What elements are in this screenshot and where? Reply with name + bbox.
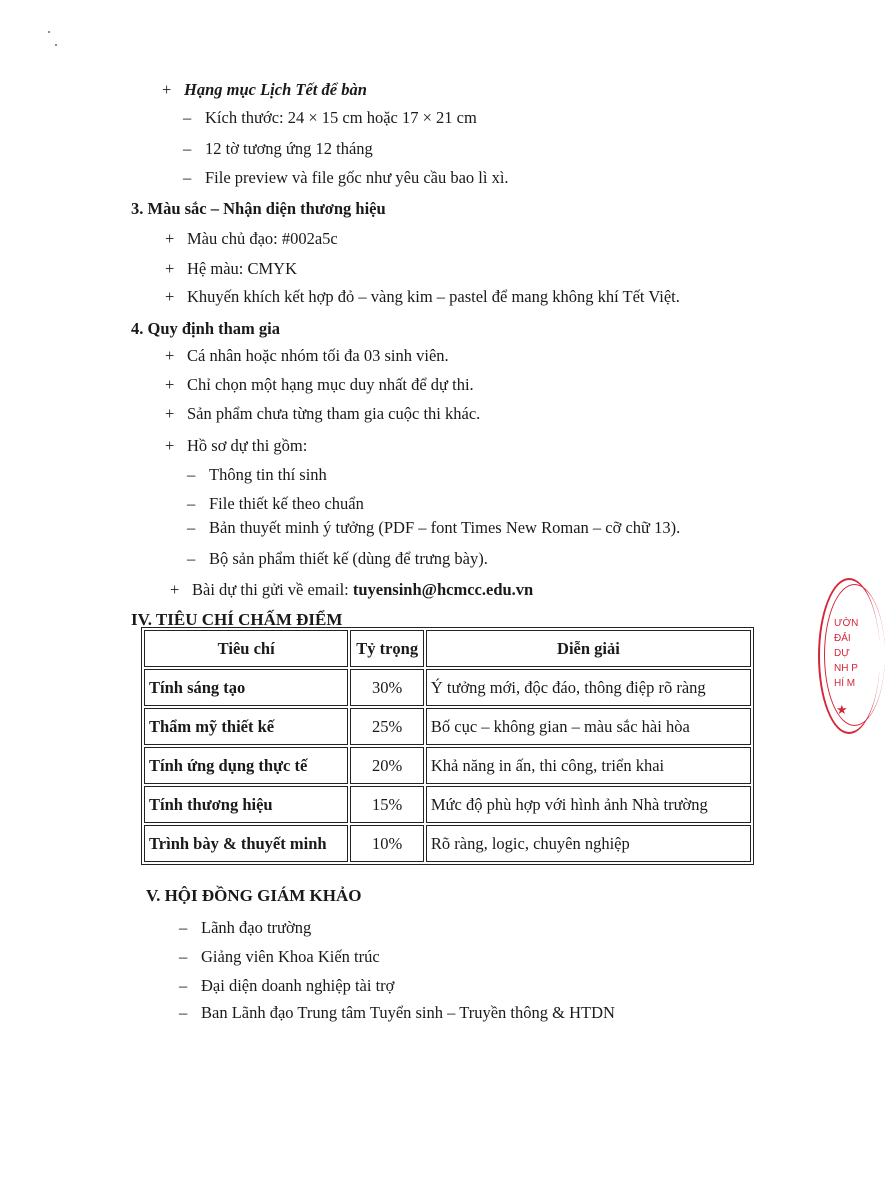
list-item-text: Chỉ chọn một hạng mục duy nhất để dự thi. — [187, 375, 474, 394]
list-item-text: Bài dự thi gửi về email: — [192, 580, 353, 599]
criterion-description: Bố cục – không gian – màu sắc hài hòa — [426, 708, 751, 745]
list-item — [165, 375, 474, 395]
list-item — [179, 918, 311, 938]
list-item — [187, 494, 364, 514]
list-item — [162, 80, 367, 100]
criterion-weight: 20% — [350, 747, 424, 784]
list-item-text: Bản thuyết minh ý tưởng (PDF – font Times New Roman – cỡ chữ 13). — [209, 518, 681, 537]
criterion-name: Tính ứng dụng thực tế — [144, 747, 348, 784]
table-row — [144, 825, 751, 862]
dash-marker: – — [179, 976, 188, 995]
table-row — [144, 786, 751, 823]
list-item — [165, 287, 680, 307]
criteria-table — [141, 627, 754, 865]
list-item-text: Thông tin thí sinh — [209, 465, 327, 484]
dash-marker: – — [179, 1003, 188, 1022]
criterion-name: Trình bày & thuyết minh — [144, 825, 348, 862]
list-item-text: Ban Lãnh đạo Trung tâm Tuyển sinh – Truyền thông & HTDN — [201, 1003, 615, 1022]
list-item-text: Khuyến khích kết hợp đỏ – vàng kim – pastel để mang không khí Tết Việt. — [187, 287, 680, 306]
dash-marker: – — [183, 168, 192, 187]
dash-marker: – — [187, 549, 196, 568]
list-item — [183, 139, 373, 159]
list-item-text: Kích thước: 24 × 15 cm hoặc 17 × 21 cm — [205, 108, 477, 127]
section-heading: V. HỘI ĐỒNG GIÁM KHẢO — [146, 886, 362, 905]
plus-marker: + — [165, 375, 175, 394]
plus-marker: + — [170, 580, 180, 599]
list-item — [183, 168, 509, 188]
list-item — [170, 580, 533, 600]
plus-marker: + — [165, 436, 175, 455]
table-header: Diễn giải — [426, 630, 751, 667]
plus-marker: + — [165, 229, 175, 248]
list-item-text: File preview và file gốc như yêu cầu bao lì xì. — [205, 168, 509, 187]
plus-marker: + — [165, 404, 175, 423]
table-header-row — [144, 630, 751, 667]
table-row — [144, 669, 751, 706]
scan-speck — [55, 44, 57, 46]
scan-speck — [48, 31, 50, 33]
table-row — [144, 747, 751, 784]
list-item-text: Lãnh đạo trường — [201, 918, 312, 937]
table-row — [144, 708, 751, 745]
criterion-description: Ý tưởng mới, độc đáo, thông điệp rõ ràng — [426, 669, 751, 706]
list-item-text: Hồ sơ dự thi gồm: — [187, 436, 308, 455]
dash-marker: – — [183, 108, 192, 127]
list-item — [183, 108, 477, 128]
list-item — [165, 346, 449, 366]
criterion-name: Tính sáng tạo — [144, 669, 348, 706]
email-address: tuyensinh@hcmcc.edu.vn — [352, 580, 534, 599]
seal-text: ƯỜN ĐẢI DỰ NH P HÍ M — [834, 618, 859, 689]
plus-marker: + — [165, 346, 175, 365]
dash-marker: – — [187, 518, 196, 537]
dash-marker: – — [183, 139, 192, 158]
list-item-text: Giảng viên Khoa Kiến trúc — [201, 947, 380, 966]
list-item-text: Cá nhân hoặc nhóm tối đa 03 sinh viên. — [187, 346, 449, 365]
plus-marker: + — [165, 287, 175, 306]
criterion-weight: 15% — [350, 786, 424, 823]
category-heading: Hạng mục Lịch Tết để bàn — [184, 80, 367, 99]
criterion-name: Thẩm mỹ thiết kế — [144, 708, 348, 745]
list-item — [179, 1003, 615, 1023]
list-item-text: 12 tờ tương ứng 12 tháng — [205, 139, 373, 158]
dash-marker: – — [179, 918, 188, 937]
plus-marker: + — [162, 80, 172, 99]
criterion-weight: 25% — [350, 708, 424, 745]
list-item — [187, 465, 327, 485]
list-item-text: Hệ màu: CMYK — [187, 259, 297, 278]
section-heading: IV. TIÊU CHÍ CHẤM ĐIỂM — [131, 610, 343, 629]
list-item — [165, 404, 480, 424]
table-header: Tiêu chí — [144, 630, 348, 667]
list-item — [187, 549, 488, 569]
list-item-text: Bộ sản phẩm thiết kế (dùng để trưng bày). — [209, 549, 488, 568]
criterion-description: Khả năng in ấn, thi công, triển khai — [426, 747, 751, 784]
list-item — [179, 976, 394, 996]
star-icon: ★ — [836, 702, 848, 717]
list-item-text: Sản phẩm chưa từng tham gia cuộc thi khác. — [187, 404, 481, 423]
dash-marker: – — [187, 494, 196, 513]
list-item-text: Màu chủ đạo: #002a5c — [187, 229, 338, 248]
criterion-description: Rõ ràng, logic, chuyên nghiệp — [426, 825, 751, 862]
criterion-name: Tính thương hiệu — [144, 786, 348, 823]
list-item — [187, 518, 680, 538]
plus-marker: + — [165, 259, 175, 278]
dash-marker: – — [179, 947, 188, 966]
list-item-text: Đại diện doanh nghiệp tài trợ — [201, 976, 395, 995]
list-item — [165, 436, 307, 456]
list-item — [165, 229, 338, 249]
list-item-text: File thiết kế theo chuẩn — [209, 494, 364, 513]
table-header: Tỷ trọng — [350, 630, 424, 667]
section-heading: 3. Màu sắc – Nhận diện thương hiệu — [131, 199, 386, 218]
official-seal — [812, 578, 872, 738]
criterion-weight: 10% — [350, 825, 424, 862]
dash-marker: – — [187, 465, 196, 484]
section-heading: 4. Quy định tham gia — [131, 319, 280, 338]
criterion-description: Mức độ phù hợp với hình ảnh Nhà trường — [426, 786, 751, 823]
criterion-weight: 30% — [350, 669, 424, 706]
list-item — [179, 947, 380, 967]
list-item — [165, 259, 297, 279]
